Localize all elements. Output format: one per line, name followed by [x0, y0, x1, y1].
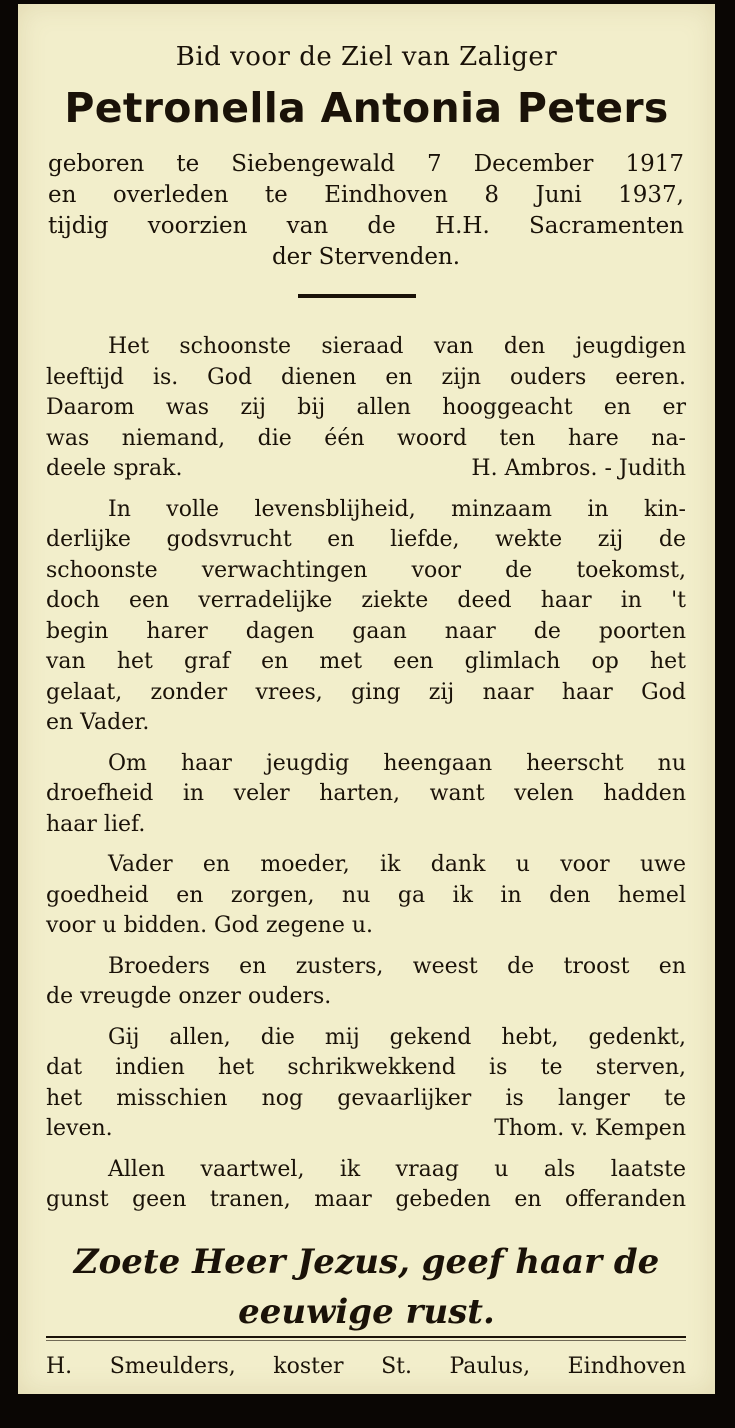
sacraments-line-end: der Stervenden.	[271, 244, 461, 270]
divider-long	[46, 1336, 686, 1338]
text-line: van het graf en met een glimlach op het	[46, 649, 686, 674]
attribution-line	[46, 454, 686, 485]
paragraph-7	[46, 1155, 686, 1216]
text-line: Broeders en zusters, weest de troost en	[108, 953, 686, 979]
text-line: doch een verradelijke ziekte deed haar in 't	[46, 588, 686, 613]
text-line: dat indien het schrikwekkend is te sterven,	[46, 1055, 686, 1080]
closing-line-2: eeuwige rust.	[238, 1292, 495, 1332]
text-line: goedheid en zorgen, nu ga ik in den hemel	[46, 882, 686, 908]
closing-line-1: Zoete Heer Jezus, geef haar de	[73, 1242, 660, 1282]
text-line: haar lief.	[46, 811, 146, 837]
sacraments-line: tijdig voorzien van de H.H. Sacramenten	[48, 213, 684, 239]
birth-line: geboren te Siebengewald 7 December 1917	[48, 151, 684, 177]
divider-long-thin	[46, 1340, 686, 1341]
deceased-name: Petronella Antonia Peters	[64, 84, 669, 132]
printer-credit: H. Smeulders, koster St. Paulus, Eindhoven	[46, 1354, 686, 1379]
paragraph-3	[46, 749, 686, 841]
attribution-line	[46, 1114, 686, 1145]
birth-death-details	[48, 149, 684, 273]
text-line: Vader en moeder, ik dank u voor uwe	[108, 852, 686, 877]
text-line: Gij allen, die mij gekend hebt, gedenkt,	[108, 1024, 686, 1050]
text-line: Daarom was zij bij allen hooggeacht en er	[46, 395, 686, 420]
text-line: Het schoonste sieraad van den jeugdigen	[108, 334, 686, 359]
text-line: schoonste verwachtingen voor de toekomst,	[46, 557, 686, 583]
text-line: leeftijd is. God dienen en zijn ouders eeren.	[46, 364, 686, 390]
paragraph-1	[46, 332, 686, 485]
text-line: Om haar jeugdig heengaan heerscht nu	[108, 750, 686, 776]
text-line: Allen vaartwel, ik vraag u als laatste	[108, 1156, 686, 1182]
text-line: In volle levensblijheid, minzaam in kin-	[108, 496, 686, 522]
text-line: het misschien nog gevaarlijker is langer te	[46, 1085, 686, 1111]
text-line: gunst geen tranen, maar gebeden en offeranden	[46, 1187, 686, 1212]
paragraph-2	[46, 495, 686, 739]
text-line: was niemand, die één woord ten hare na-	[46, 425, 686, 451]
paragraph-5	[46, 952, 686, 1013]
prayer-heading: Bid voor de Ziel van Zaliger	[175, 42, 558, 72]
text-line: begin harer dagen gaan naar de poorten	[46, 618, 686, 644]
text-line: de vreugde onzer ouders.	[46, 984, 332, 1009]
text-line: voor u bidden. God zegene u.	[46, 913, 374, 938]
death-line: en overleden te Eindhoven 8 Juni 1937,	[48, 182, 684, 208]
memorial-text	[46, 332, 686, 1226]
text-line: droefheid in veler harten, want velen hadden	[46, 781, 686, 806]
text-line: derlijke godsvrucht en liefde, wekte zij de	[46, 527, 686, 552]
closing-prayer	[18, 1237, 715, 1337]
quote-attribution: H. Ambros. - Judith	[471, 456, 686, 481]
text-line: deele sprak.	[46, 456, 183, 481]
text-line: gelaat, zonder vrees, ging zij naar haar God	[46, 679, 686, 705]
text-line: leven.	[46, 1116, 113, 1141]
paragraph-6	[46, 1023, 686, 1145]
memorial-card	[18, 4, 715, 1394]
text-line: en Vader.	[46, 710, 150, 735]
quote-attribution: Thom. v. Kempen	[494, 1116, 686, 1141]
paragraph-4	[46, 850, 686, 942]
divider-short	[298, 294, 416, 298]
